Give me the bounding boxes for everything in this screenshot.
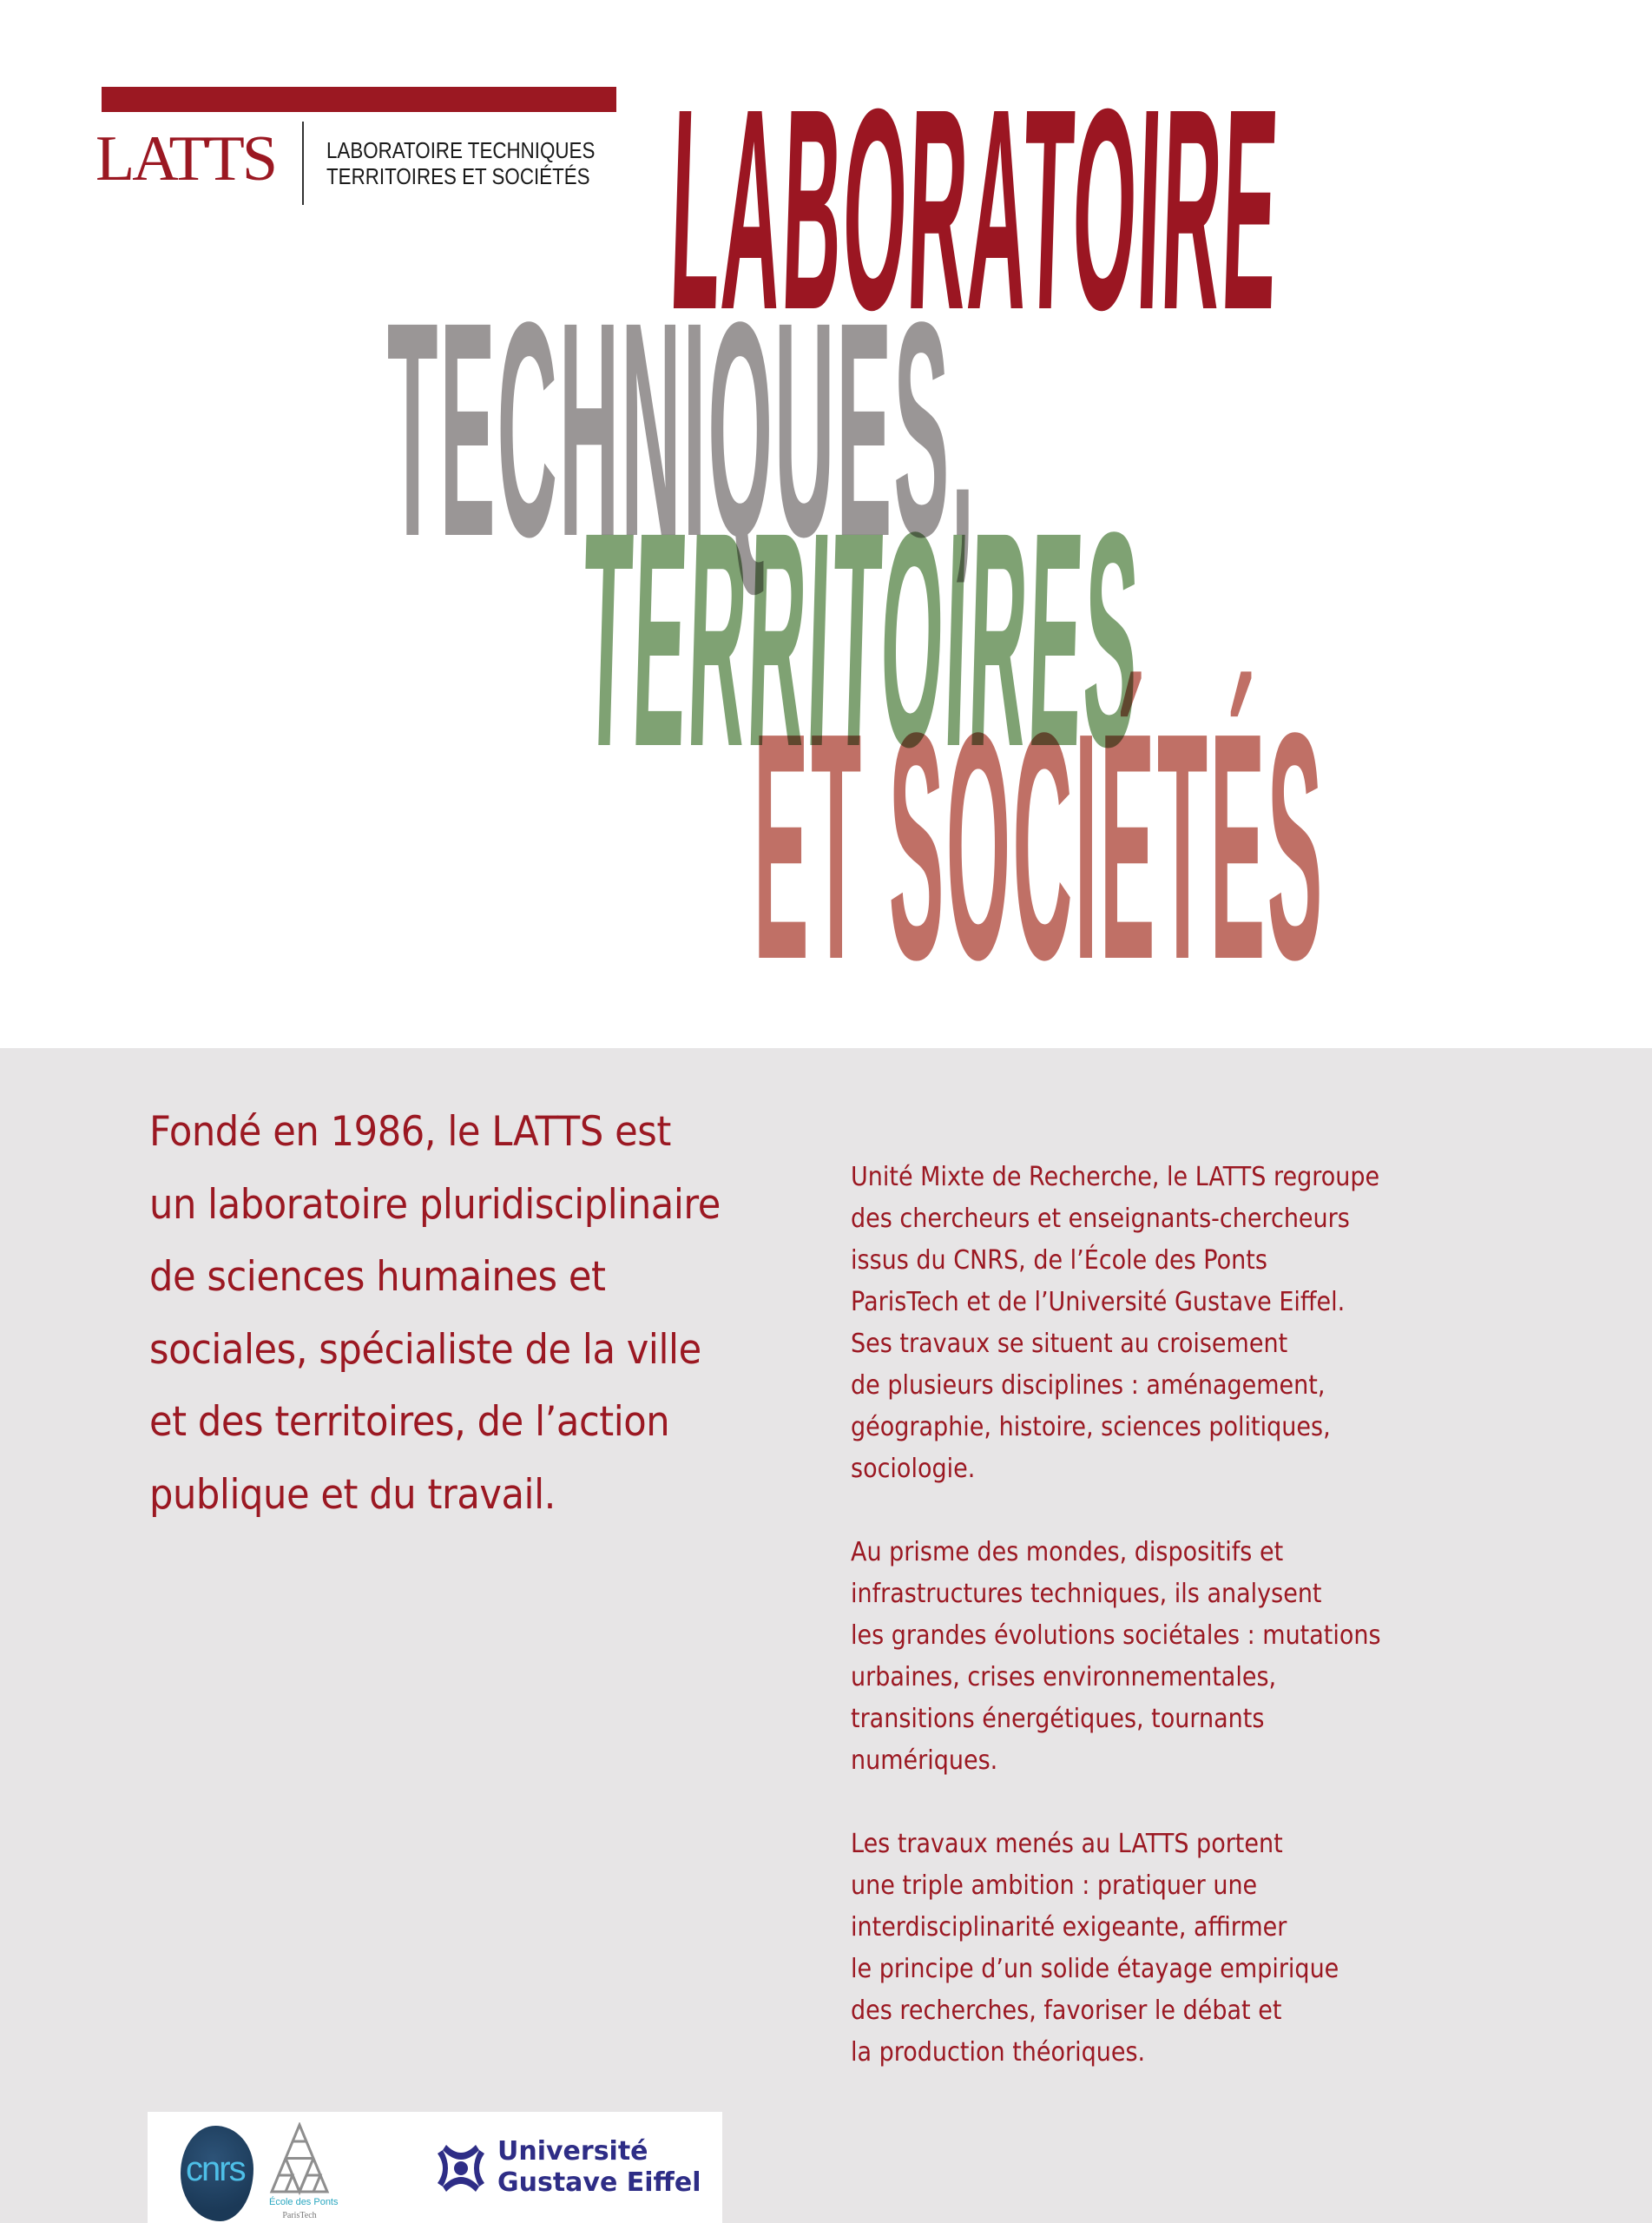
logo-caption-line: LABORATOIRE TECHNIQUES [326, 137, 596, 163]
uge-line-1: Université [497, 2136, 648, 2167]
intro-line: Fondé en 1986, le LATTS est [149, 1108, 671, 1156]
text-line: urbaines, crises environnementales, [851, 1662, 1277, 1692]
intro-line: de sciences humaines et [149, 1253, 606, 1301]
description-column [851, 1115, 1445, 2115]
latts-logo: LATTS [95, 123, 275, 195]
text-line: sociologie. [851, 1454, 976, 1484]
uge-line-2: Gustave Eiffel [497, 2167, 701, 2198]
cnrs-wordmark [186, 2150, 245, 2189]
cnrs-logo [181, 2126, 253, 2221]
title-word-et-societes: ET SOCIÉTÉS [754, 665, 1325, 1026]
sierpinski-triangle-icon [269, 2122, 330, 2195]
intro-line: et des territoires, de l’action [149, 1398, 670, 1446]
logo-caption [326, 137, 595, 189]
text-line: une triple ambition : pratiquer une [851, 1870, 1258, 1901]
text-line: ParisTech et de l’Université Gustave Eiffel. [851, 1287, 1346, 1317]
text-line: les grandes évolutions sociétales : mutations [851, 1620, 1381, 1651]
intro-line: sociales, spécialiste de la ville [149, 1325, 701, 1374]
intro-line: un laboratoire pluridisciplinaire [149, 1180, 721, 1229]
ecole-des-ponts-logo [269, 2122, 339, 2223]
logo-divider [302, 122, 304, 205]
uge-wordmark [497, 2136, 701, 2199]
text-line: issus du CNRS, de l’École des Ponts [851, 1245, 1267, 1276]
text-line: de plusieurs disciplines : aménagement, [851, 1370, 1326, 1401]
text-line: des recherches, favoriser le débat et [851, 1995, 1282, 2026]
text-line: la production théoriques. [851, 2037, 1146, 2068]
brand-bar [102, 87, 616, 112]
text-line: numériques. [851, 1745, 998, 1776]
logo-caption-line: TERRITOIRES ET SOCIÉTÉS [326, 163, 590, 189]
title-word-territoires: TERRITOIRES [577, 468, 1144, 810]
text-line: transitions énergétiques, tournants [851, 1704, 1265, 1734]
text-line: Au prisme des mondes, dispositifs et [851, 1537, 1284, 1567]
text-line: Les travaux menés au LATTS portent [851, 1829, 1283, 1859]
text-line: Ses travaux se situent au croisement [851, 1329, 1288, 1359]
ecole-des-ponts-sub: ParisTech [282, 2211, 317, 2220]
text-line: des chercheurs et enseignants-chercheurs [851, 1204, 1350, 1234]
ecole-des-ponts-name: École des Ponts [269, 2197, 339, 2207]
cnrs-letters-nrs: nrs [201, 2150, 245, 2188]
text-line: infrastructures techniques, ils analysent [851, 1579, 1322, 1609]
intro-line: publique et du travail. [149, 1470, 556, 1519]
title-word-techniques: TECHNIQUES, [387, 258, 977, 600]
text-line: Unité Mixte de Recherche, le LATTS regroupe [851, 1162, 1380, 1192]
uge-emblem-icon [434, 2141, 488, 2195]
text-line: géographie, histoire, sciences politiques, [851, 1412, 1331, 1442]
cnrs-letter-c: c [186, 2150, 201, 2188]
text-line: le principe d’un solide étayage empirique [851, 1954, 1339, 1984]
title-word-laboratoire: LABORATOIRE [666, 49, 1284, 369]
partner-logos [148, 2112, 722, 2223]
text-line: interdisciplinarité exigeante, affirmer [851, 1912, 1287, 1943]
intro-text [149, 1096, 773, 1531]
